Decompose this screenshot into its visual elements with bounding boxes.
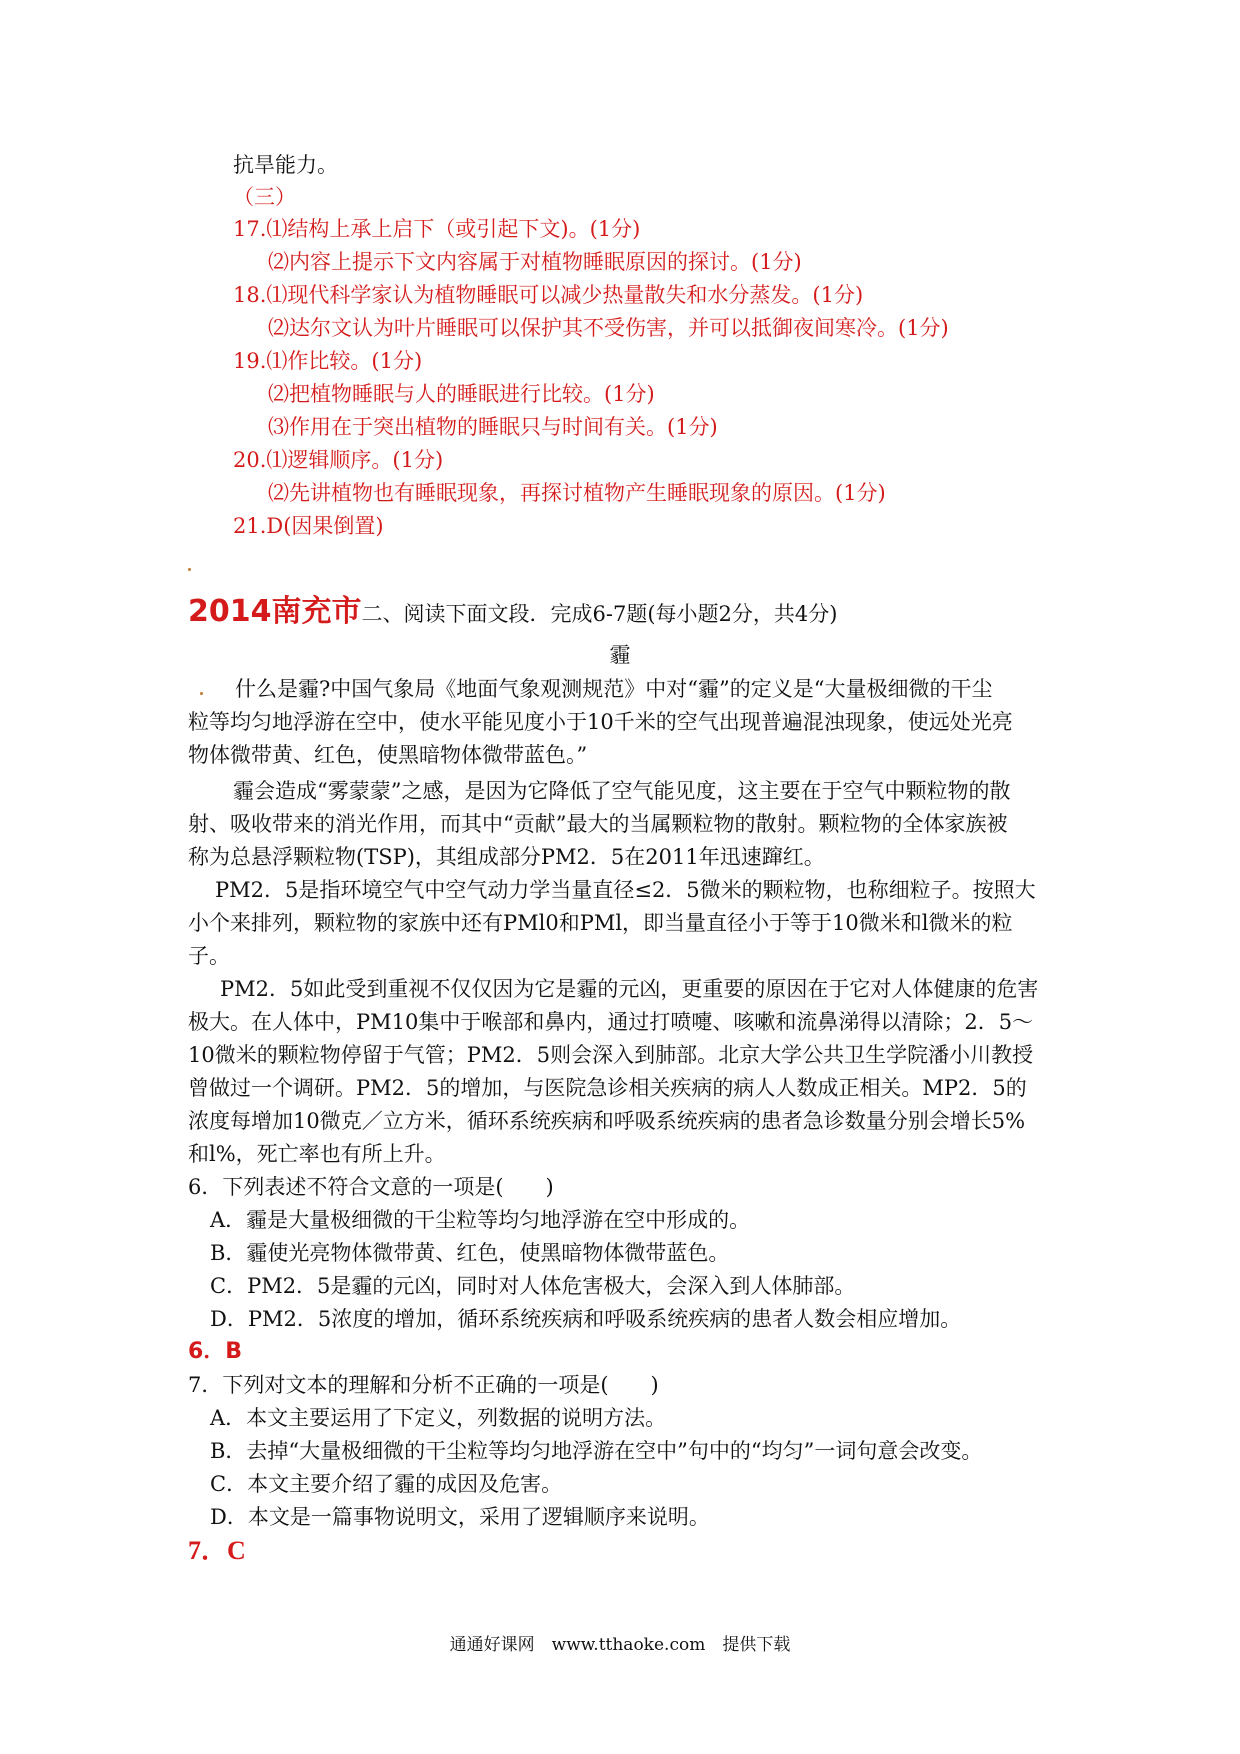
passage-line: 子。	[188, 944, 230, 968]
passage-line: 称为总悬浮颗粒物(TSP)，其组成部分PM2．5在2011年迅速蹿红。	[188, 845, 825, 869]
passage-title: 霾	[609, 643, 631, 667]
section-mark: （三）	[233, 185, 296, 209]
question-7-option-c: C．本文主要介绍了霾的成因及危害。	[210, 1472, 563, 1496]
passage-line: PM2．5如此受到重视不仅仅因为它是霾的元凶，更重要的原因在于它对人体健康的危害	[220, 977, 1039, 1001]
answer-line-17-1: 17.⑴结构上承上启下（或引起下文)。(1分)	[233, 217, 641, 241]
year-city-label: 2014南充市	[188, 594, 362, 629]
passage-line: 和l%，死亡率也有所上升。	[188, 1142, 446, 1166]
passage-line: 曾做过一个调研。PM2．5的增加，与医院急诊相关疾病的病人人数成正相关。MP2．5的	[188, 1076, 1027, 1100]
question-6-option-a: A．霾是大量极细微的干尘粒等均匀地浮游在空中形成的。	[210, 1208, 751, 1232]
answer-line-18-2: ⑵达尔文认为叶片睡眠可以保护其不受伤害，并可以抵御夜间寒冷。(1分)	[268, 316, 949, 340]
section-heading	[188, 592, 837, 634]
passage-line: 霾会造成“雾蒙蒙”之感，是因为它降低了空气能见度，这主要在于空气中颗粒物的散	[233, 779, 1011, 803]
answer-line-21: 21.D(因果倒置)	[233, 514, 384, 538]
question-7-stem: 7．下列对文本的理解和分析不正确的一项是( )	[188, 1373, 659, 1397]
stray-dot-2	[200, 692, 203, 695]
question-7-option-d: D．本文是一篇事物说明文，采用了逻辑顺序来说明。	[210, 1505, 710, 1529]
carry-over-text: 抗旱能力。	[233, 153, 338, 177]
question-6-option-d: D．PM2．5浓度的增加，循环系统疾病和呼吸系统疾病的患者人数会相应增加。	[210, 1307, 962, 1331]
passage-line: 什么是霾?中国气象局《地面气象观测规范》中对“霾”的定义是“大量极细微的干尘	[235, 677, 993, 701]
answer-line-19-2: ⑵把植物睡眠与人的睡眠进行比较。(1分)	[268, 382, 655, 406]
passage-line: 10微米的颗粒物停留于气管；PM2．5则会深入到肺部。北京大学公共卫生学院潘小川教授	[188, 1043, 1034, 1067]
answer-line-17-2: ⑵内容上提示下文内容属于对植物睡眠原因的探讨。(1分)	[268, 250, 802, 274]
passage-line: 极大。在人体中，PM10集中于喉部和鼻内，通过打喷嚏、咳嗽和流鼻涕得以清除；2．5～	[188, 1010, 1034, 1034]
question-6-option-c: C．PM2．5是霾的元凶，同时对人体危害极大，会深入到人体肺部。	[210, 1274, 856, 1298]
passage-line: 射、吸收带来的消光作用，而其中“贡献”最大的当属颗粒物的散射。颗粒物的全体家族被	[188, 812, 1008, 836]
passage-line: PM2．5是指环境空气中空气动力学当量直径≤2．5微米的颗粒物，也称细粒子。按照大	[215, 878, 1036, 902]
passage-line: 小个来排列，颗粒物的家族中还有PMl0和PMl，即当量直径小于等于10微米和l微米的粒	[188, 911, 1013, 935]
answer-line-20-1: 20.⑴逻辑顺序。(1分)	[233, 448, 444, 472]
question-7-answer: 7．C	[188, 1536, 246, 1565]
passage-line: 浓度每增加10微克／立方米，循环系统疾病和呼吸系统疾病的患者急诊数量分别会增长5%	[188, 1109, 1026, 1133]
stray-dot	[188, 568, 191, 571]
question-7-option-b: B．去掉“大量极细微的干尘粒等均匀地浮游在空中”句中的“均匀”一词句意会改变。	[210, 1439, 983, 1463]
question-6-stem: 6．下列表述不符合文意的一项是( )	[188, 1175, 554, 1199]
page-footer: 通通好课网 www.tthaoke.com 提供下载	[449, 1635, 791, 1655]
question-6-option-b: B．霾使光亮物体微带黄、红色，使黑暗物体微带蓝色。	[210, 1241, 730, 1265]
question-6-answer: 6．B	[188, 1339, 243, 1364]
answer-line-18-1: 18.⑴现代科学家认为植物睡眠可以减少热量散失和水分蒸发。(1分)	[233, 283, 864, 307]
section-instruction: 二、阅读下面文段．完成6-7题(每小题2分，共4分)	[361, 602, 838, 626]
answer-line-20-2: ⑵先讲植物也有睡眠现象，再探讨植物产生睡眠现象的原因。(1分)	[268, 481, 886, 505]
answer-line-19-3: ⑶作用在于突出植物的睡眠只与时间有关。(1分)	[268, 415, 718, 439]
question-7-option-a: A．本文主要运用了下定义，列数据的说明方法。	[210, 1406, 667, 1430]
passage-line: 粒等均匀地浮游在空中，使水平能见度小于10千米的空气出现普遍混浊现象，使远处光亮	[188, 710, 1013, 734]
passage-line: 物体微带黄、红色，使黑暗物体微带蓝色。”	[188, 743, 588, 767]
answer-line-19-1: 19.⑴作比较。(1分)	[233, 349, 423, 373]
